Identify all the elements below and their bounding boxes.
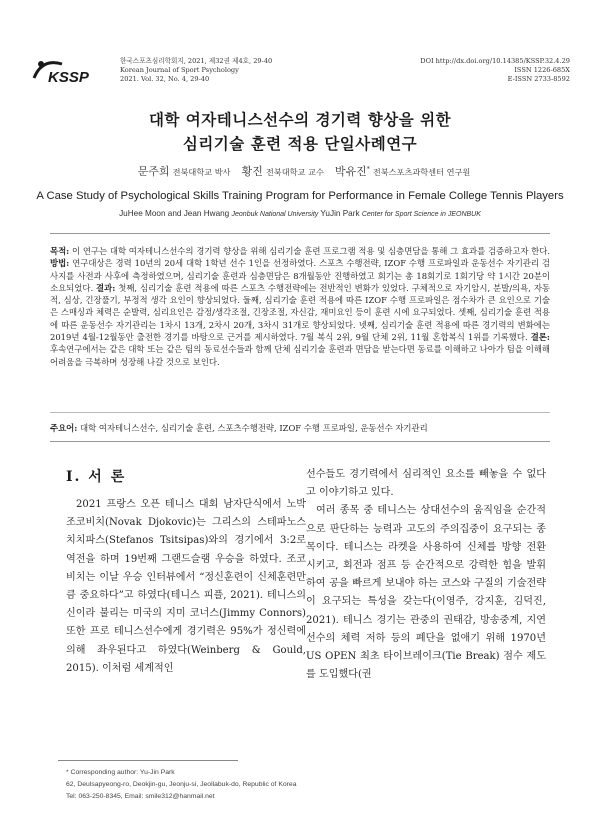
abstract-label-conclusion: 결론: bbox=[530, 332, 550, 343]
body-column-right bbox=[306, 466, 546, 684]
affiliation-eng-3: Center for Sport Science in JEONBUK bbox=[361, 211, 481, 218]
keywords-list: 대학 여자테니스선수, 심리기술 훈련, 스포츠수행전략, IZOF 수행 프로파일, 운동선수 자기관리 bbox=[77, 423, 428, 433]
paragraph: 여러 종목 중 테니스는 상대선수의 움직임을 순간적으로 판단하는 능력과 고도의 주의집중이 요구되는 종목이다. 테니스는 라켓을 사용하여 신체를 방향 전환 시키고, 회전과 점프 등 순간적으로 강력한 힘을 발휘하여 공을 빠르게 보내야 하는 코스와 구질의 기술전략이 요구되는 특성을 갖는다(이영주, 강지훈, 김덕진, 2021). 테니스 경기는 관중의 권태감, 방송중계, 지연선수의 체력 저하 등의 폐단을 없애기 위해 1970년 US OPEN 최초 타이브레이크(Tie Break) 점수 제도를 도입했다(권 bbox=[306, 505, 546, 681]
author-names-eng: JuHee Moon and Jean Hwang bbox=[119, 209, 230, 218]
footnote-address: 62, Deulsapyeong-ro, Deokjin-gu, Jeonju-si, Jeollabuk-do, Republic of Korea bbox=[66, 780, 297, 788]
author-affiliation: 전북스포츠과학센터 연구원 bbox=[372, 167, 471, 177]
author-name-eng-3: YuJin Park bbox=[320, 209, 360, 218]
author-name: 문주희 bbox=[137, 165, 170, 178]
eissn: E-ISSN 2733-8592 bbox=[507, 75, 570, 83]
divider bbox=[50, 412, 550, 413]
doi-link[interactable]: DOI http://dx.doi.org/10.14385/KSSP.32.4.29 bbox=[420, 57, 570, 65]
paper-title-korean bbox=[0, 108, 600, 156]
affiliation-eng: Jeonbuk National University bbox=[231, 211, 319, 218]
paragraph: 2021 프랑스 오픈 테니스 대회 남자단식에서 노박 조코비치(Novak Djokovic)는 그리스의 스테파노스 치치파스(Stefanos Tsitsipas)와의 경기에서 3:2로 역전을 하며 19번째 그랜드슬램 우승을 하였다. 조코비치는 이날 우승 인터뷰에서 “정신훈련이 신체훈련만큼 중요하다”고 하였다(테니스 피플, 2021). 테니스의 신이라 불리는 미국의 지미 코너스(Jimmy Connors) 또한 프로 테니스선수에게 경기력은 95%가 정신력에 의해 좌우된다고 하였다(Weinberg & Gould, 2015). 이처럼 세계적인 bbox=[66, 499, 306, 674]
author-name: 황진 bbox=[241, 165, 263, 178]
footnote-corresponding: * Corresponding author: Yu-Jin Park bbox=[66, 769, 175, 776]
journal-info bbox=[120, 57, 272, 84]
keywords-label: 주요어: bbox=[50, 423, 78, 433]
abstract-label-purpose: 목적: bbox=[50, 246, 70, 256]
abstract-result: 첫째, 심리기술 훈련 적용에 따른 스포츠 수행전략에는 전반적인 변화가 있었다. 구체적으로 자기암시, 분발/의욕, 자동적, 심상, 긴장풀기, 부정적 생각 요인이 향상되었다. 둘째, 심리기술 훈련 적용에 따른 IZOF 수행 프로파일은 점수차가 큰 요인으로 기술은 스매싱과 체력은 순발력, 심리요인은 감정/생각조절, 긴장조절, 자신감, 재미요인 등이 훈련 시에 요구되었다. 셋째, 심리기술 훈련 적용에 따른 운동선수 자기관리는 1차시 13개, 2차시 20개, 3차시 31개로 향상되었다. 넷째, 심리기술 훈련 적용에 따른 경기력의 변화에는 2019년 4월-12월동안 출전한 경기를 바탕으로 근거를 제시하였다. 7월 복식 2위, 9월 단체 2위, 11월 혼합복식 1위를 기록했다. bbox=[50, 282, 550, 343]
author-affiliation: 전북대학교 박사 bbox=[172, 167, 231, 177]
author-name: 박유진 bbox=[334, 165, 367, 178]
svg-text:KSSP: KSSP bbox=[48, 69, 89, 86]
abstract-conclusion: 후속연구에서는 같은 대학 또는 같은 팀의 동료선수들과 함께 단체 심리기술 훈련과 면담을 받는다면 동료를 이해하고 나아가 팀을 이해해 어려움을 극복하며 성장해 나갈 것으로 보인다. bbox=[50, 344, 550, 367]
section-heading-introduction: Ⅰ. 서 론 bbox=[66, 469, 127, 485]
issn: ISSN 1226-685X bbox=[514, 66, 570, 74]
corresponding-mark: * bbox=[366, 165, 370, 173]
abstract-label-result: 결과: bbox=[96, 282, 116, 293]
abstract-purpose: 이 연구는 대학 여자테니스선수의 경기력 향상을 위해 심리기술 훈련 프로그램 적용 및 심층면담을 통해 그 효과를 검증하고자 한다. bbox=[69, 246, 550, 256]
abstract-label-method: 방법: bbox=[50, 258, 70, 269]
journal-logo bbox=[32, 56, 98, 90]
footnote-contact[interactable]: Tel: 063-250-8345, Email: smile312@hanmail.net bbox=[66, 792, 215, 800]
authors-english bbox=[0, 209, 600, 218]
paper-title-english: A Case Study of Psychological Skills Training Program for Performance in Female College Tennis Players bbox=[36, 190, 564, 202]
author-affiliation: 전북대학교 교수 bbox=[265, 167, 324, 177]
journal-volume: 2021. Vol. 32, No. 4, 29-40 bbox=[120, 75, 210, 83]
kssp-logo-icon bbox=[32, 56, 98, 90]
journal-eng: Korean Journal of Sport Psychology bbox=[120, 66, 239, 74]
divider bbox=[50, 233, 550, 234]
journal-ids bbox=[420, 57, 570, 84]
abstract bbox=[50, 245, 550, 368]
title-line-2: 심리기술 훈련 적용 단일사례연구 bbox=[182, 134, 418, 153]
divider bbox=[50, 441, 550, 442]
authors-korean bbox=[0, 163, 600, 179]
footnote-divider bbox=[58, 760, 238, 761]
body-column-left bbox=[66, 496, 306, 678]
abstract-method: 연구대상은 경력 10년의 20세 대학 1학년 선수 1인을 선정하였다. 스포츠 수행전략, IZOF 수행 프로파일과 운동선수 자기관리 검사지를 사전과 사후에 측정하였으며, 심리기술 훈련과 심층면담은 8개월동안 진행하였고 회기는 총 18회기로 1회기당 약 1시간 20분이 소요되었다. bbox=[50, 258, 550, 293]
footnote bbox=[66, 767, 296, 802]
journal-kor: 한국스포츠심리학회지, 2021, 제32권 제4호, 29-40 bbox=[120, 57, 273, 65]
title-line-1: 대학 여자테니스선수의 경기력 향상을 위한 bbox=[148, 110, 452, 129]
paragraph: 선수들도 경기력에서 심리적인 요소를 빼놓을 수 없다고 이야기하고 있다. bbox=[306, 469, 546, 499]
keywords bbox=[50, 422, 550, 434]
